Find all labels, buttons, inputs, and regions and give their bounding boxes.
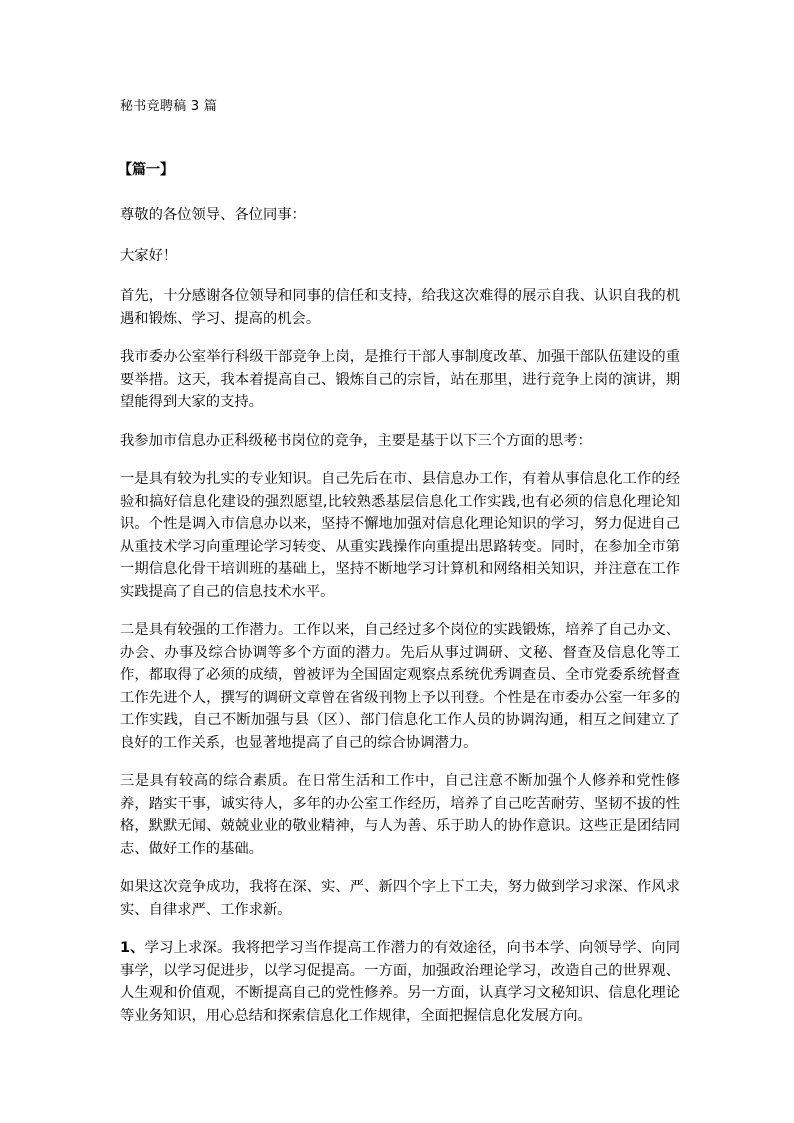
paragraph-reason-ability: 二是具有较强的工作潜力。工作以来，自己经过多个岗位的实践锻炼，培养了自己办文、办会、办事及综合协调等多个方面的潜力。先后从事过调研、文秘、督查及信息化等工作，都取得了必须的成绩，曾被评为全国固定观察点系统优秀调查员、全市党委系统督查工作先进个人，撰写的调研文章曾在省级刊物上予以刊登。个性是在市委办公室一年多的工作实践，自己不断加强与县（区）、部门信息化工作人员的协调沟通，相互之间建立了良好的工作关系，也显著地提高了自己的综合协调潜力。 bbox=[120, 622, 680, 751]
paragraph-background: 我市委办公室举行科级干部竞争上岗，是推行干部人事制度改革、加强干部队伍建设的重要举措。这天，我本着提高自己、锻炼自己的宗旨，站在那里，进行竞争上岗的演讲，期望能得到大家的支持。 bbox=[120, 349, 680, 410]
greeting: 尊敬的各位领导、各位同事： bbox=[120, 207, 306, 223]
paragraph-commitment: 如果这次竞争成功，我将在深、实、严、新四个字上下工夫，努力做到学习求深、作风求实、自律求严、工作求新。 bbox=[120, 879, 680, 918]
numbered-item-1 bbox=[120, 937, 680, 1027]
section-heading: 【篇一】 bbox=[118, 162, 174, 178]
paragraph-reason-knowledge: 一是具有较为扎实的专业知识。自己先后在市、县信息办工作，有着从事信息化工作的经验和搞好信息化建设的强烈愿望,比较熟悉基层信息化工作实践,也有必须的信息化理论知识。个性是调入市信息办以来，坚持不懈地加强对信息化理论知识的学习，努力促进自己从重技术学习向重理论学习转变、从重实践操作向重提出思路转变。同时，在参加全市第一期信息化骨干培训班的基础上，坚持不断地学习计算机和网络相关知识，并注意在工作实践提高了自己的信息技术水平。 bbox=[120, 471, 680, 600]
paragraph-thanks: 首先，十分感谢各位领导和同事的信任和支持，给我这次难得的展示自我、认识自我的机遇和锻炼、学习、提高的机会。 bbox=[120, 288, 680, 327]
item-number: 1、 bbox=[120, 940, 145, 956]
document-title: 秘书竞聘稿 3 篇 bbox=[120, 99, 218, 114]
paragraph-reason-quality: 三是具有较高的综合素质。在日常生活和工作中，自己注意不断加强个人修养和党性修养，踏实干事，诚实待人，多年的办公室工作经历，培养了自己吃苦耐劳、坚韧不拔的性格，默默无闻、兢兢业业的敬业精神，与人为善、乐于助人的协作意识。这些正是团结同志、做好工作的基础。 bbox=[120, 773, 680, 857]
paragraph-reasons-intro: 我参加市信息办正科级秘书岗位的竞争，主要是基于以下三个方面的思考： bbox=[120, 432, 592, 449]
item-text: 学习上求深。我将把学习当作提高工作潜力的有效途径，向书本学、向领导学、向同事学，以学习促进步，以学习促提高。一方面，加强政治理论学习，改造自己的世界观、人生观和价值观，不断提高自己的党性修养。另一方面，认真学习文秘知识、信息化理论等业务知识，用心总结和探索信息化工作规律，全面把握信息化发展方向。 bbox=[120, 940, 680, 1024]
document-body bbox=[120, 204, 680, 1043]
salutation: 大家好！ bbox=[120, 247, 178, 264]
